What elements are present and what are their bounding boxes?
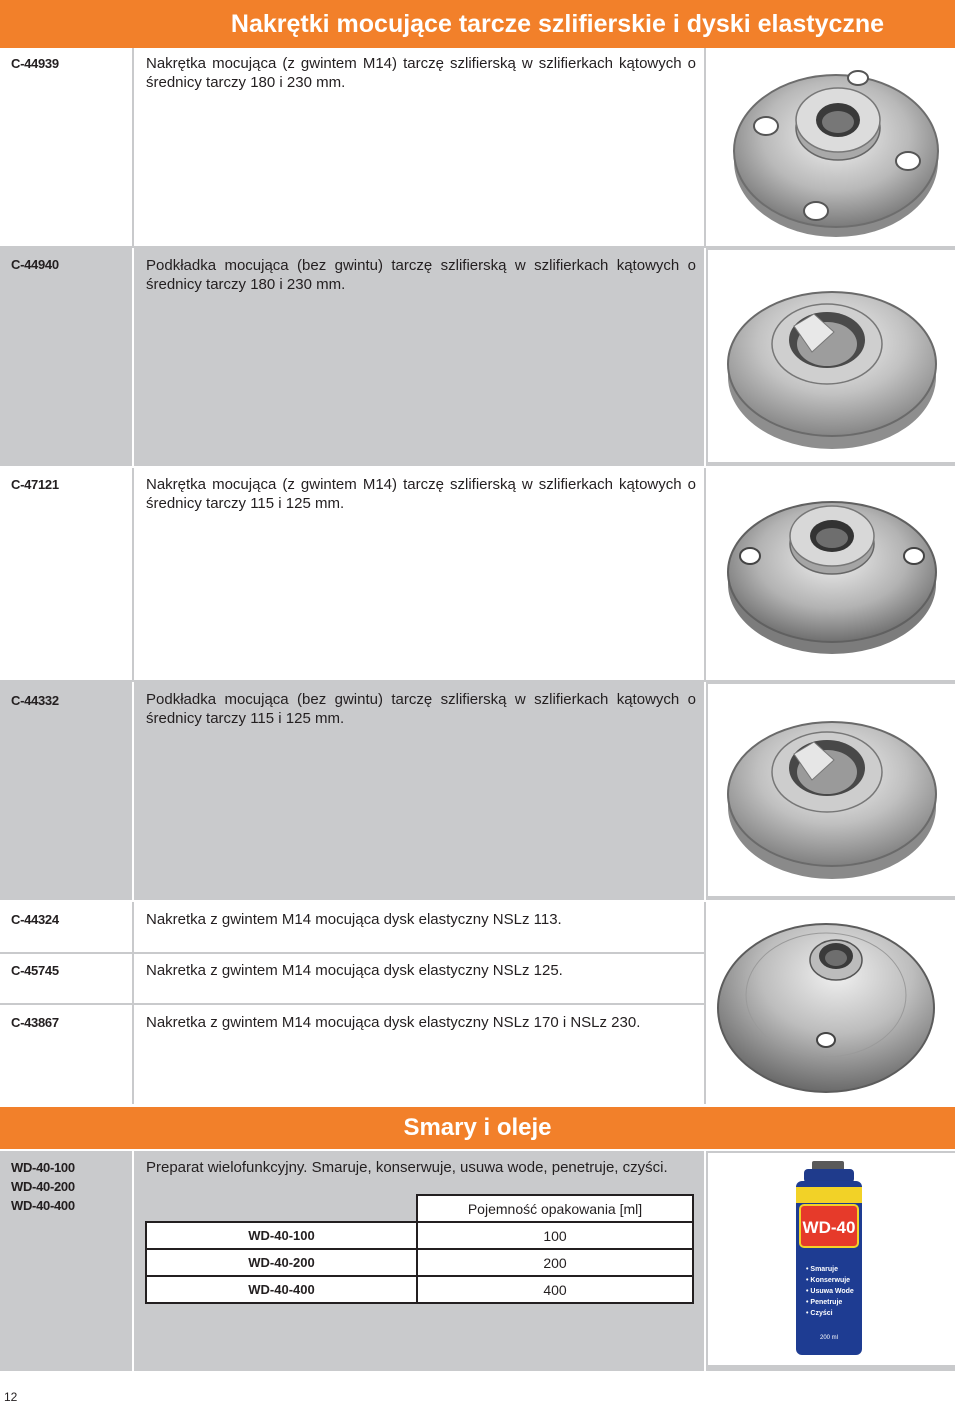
product-code: C-43867 [11,1015,59,1030]
svg-text:• Penetruje: • Penetruje [806,1299,843,1306]
product-description: Nakretka z gwintem M14 mocująca dysk elastyczny NSLz 125. [146,962,563,979]
flex-disc-nut-icon [716,910,936,1095]
svg-text:• Czyści: • Czyści [806,1310,833,1317]
table-row [146,1222,693,1249]
table-cell-code: WD-40-200 [146,1249,417,1276]
table-row [146,1249,693,1276]
svg-text:• Smaruje: • Smaruje [806,1266,839,1273]
product-code: WD-40-200 [11,1179,75,1194]
section-title-banner [0,1107,955,1149]
product-description: Nakretka z gwintem M14 mocująca dysk elastyczny NSLz 113. [146,911,562,928]
table-cell-code: WD-40-100 [146,1222,417,1249]
product-image [708,250,955,462]
table-row [146,1276,693,1303]
table-cell-volume: 400 [417,1276,693,1303]
section-title: Smary i oleje [403,1114,552,1141]
product-code: WD-40-100 [11,1160,75,1175]
product-image [708,1153,955,1365]
product-code: C-44940 [11,257,59,272]
svg-text:• Usuwa Wode: • Usuwa Wode [806,1288,854,1295]
product-row [0,468,955,680]
table-cell-volume: 200 [417,1249,693,1276]
flange-washer-icon [722,692,942,887]
product-description: Nakrętka mocująca (z gwintem M14) tarczę szlifierską w szlifierkach kątowych o średnicy tarczy 180 i 230 mm. [146,55,696,91]
product-image [708,902,955,1104]
product-row [0,48,955,247]
product-image [708,48,955,247]
product-description: Preparat wielofunkcyjny. Smaruje, konserwuje, usuwa wode, penetruje, czyści. [146,1159,668,1176]
table-cell-volume: 100 [417,1222,693,1249]
product-code: C-44939 [11,56,59,71]
flange-nut-threaded-icon [726,56,946,241]
product-row [0,682,955,900]
table-header: Pojemność opakowania [ml] [417,1195,693,1222]
volume-table [145,1194,694,1304]
can-brand: WD-40 [802,1218,856,1237]
section-title: Nakrętki mocujące tarcze szlifierskie i dyski elastyczne [230,9,885,38]
product-image [708,684,955,896]
product-description: Nakretka z gwintem M14 mocująca dysk elastyczny NSLz 170 i NSLz 230. [146,1014,641,1031]
product-image [708,468,955,680]
product-description: Podkładka mocująca (bez gwintu) tarczę szlifierską w szlifierkach kątowych o średnicy tarczy 180 i 230 mm. [146,257,696,293]
product-code: C-47121 [11,477,59,492]
product-description: Nakrętka mocująca (z gwintem M14) tarczę szlifierską w szlifierkach kątowych o średnicy tarczy 115 i 125 mm. [146,476,696,512]
table-header-row [146,1195,693,1222]
product-description: Podkładka mocująca (bez gwintu) tarczę szlifierską w szlifierkach kątowych o średnicy tarczy 115 i 125 mm. [146,691,696,727]
page-number: 12 [4,1390,18,1404]
svg-text:• Konserwuje: • Konserwuje [806,1277,851,1284]
section-title-banner [0,0,955,48]
table-cell-code: WD-40-400 [146,1276,417,1303]
flange-nut-threaded-icon [722,476,942,661]
wd40-can-icon [786,1159,876,1359]
product-code: C-45745 [11,963,59,978]
product-code: C-44324 [11,912,59,927]
product-row [0,248,955,466]
svg-text:200 ml: 200 ml [819,1335,839,1341]
flange-washer-icon [722,262,942,457]
product-code: WD-40-400 [11,1198,75,1213]
product-code: C-44332 [11,693,59,708]
